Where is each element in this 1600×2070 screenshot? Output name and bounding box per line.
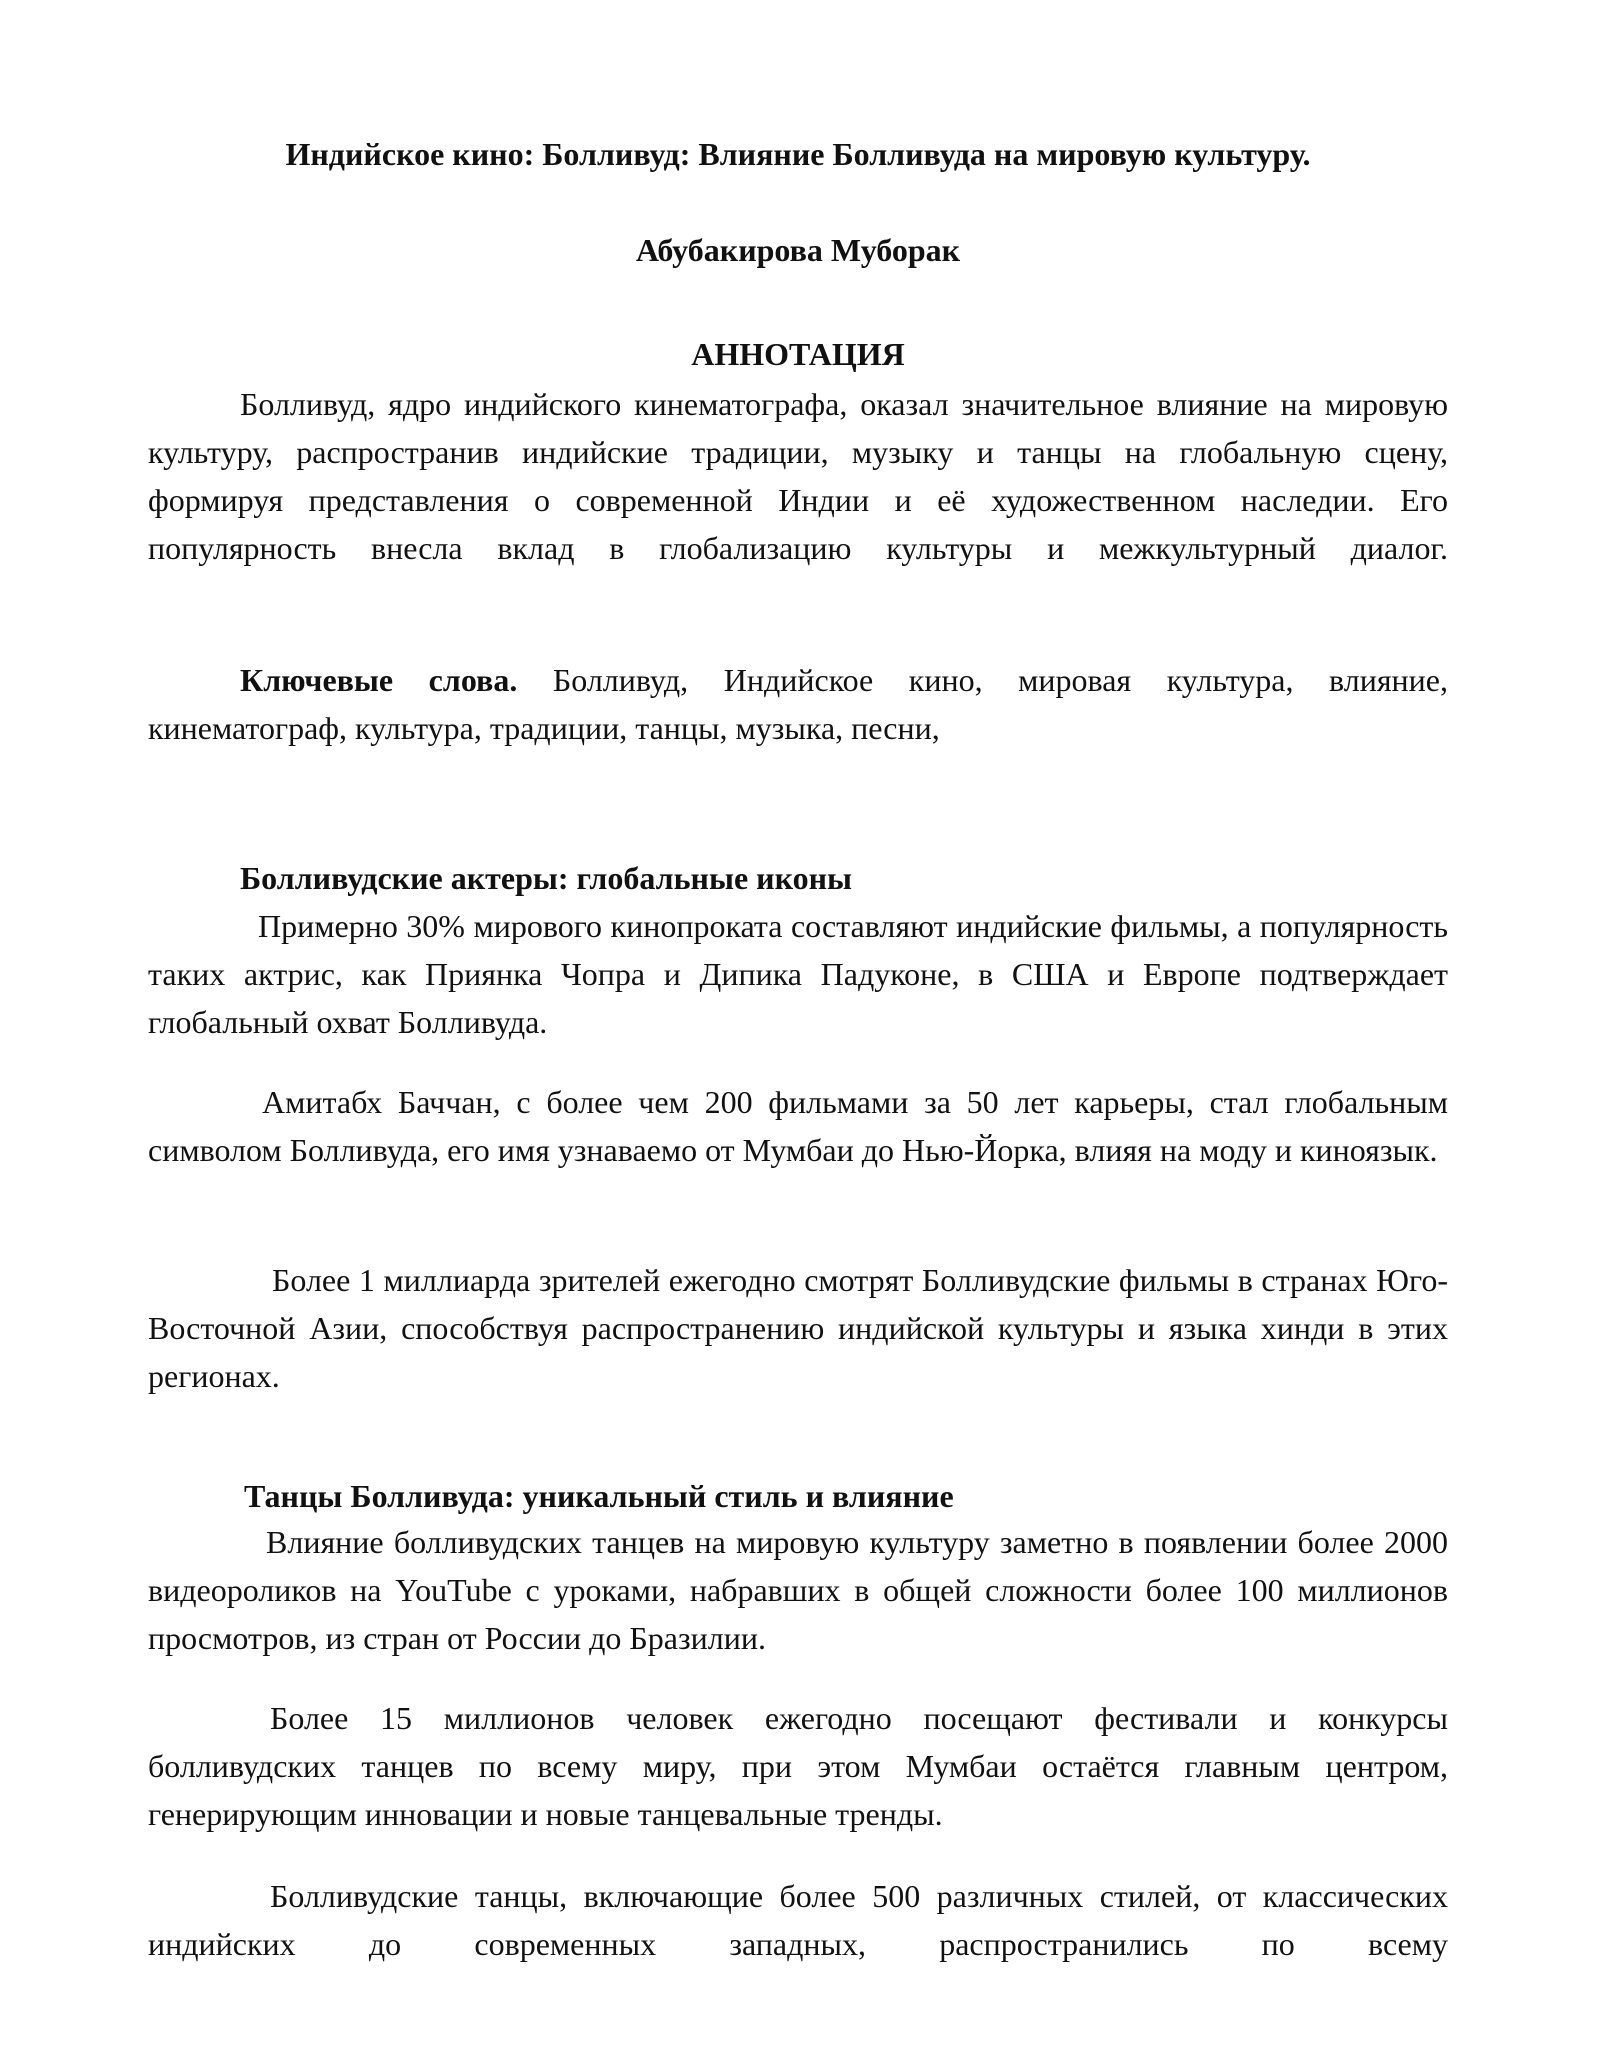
abstract-heading: АННОТАЦИЯ xyxy=(691,336,905,372)
actors-paragraph-2: Амитабх Баччан, с более чем 200 фильмами за 50 лет карьеры, стал глобальным символом Болливуда, его имя узнаваемо от Мумбаи до Нью-Йорка, влияя на моду и киноязык. xyxy=(148,1084,1448,1168)
section-heading-dance: Танцы Болливуда: уникальный стиль и влияние xyxy=(244,1478,954,1514)
author-name: Абубакирова Муборак xyxy=(635,232,961,268)
abstract-paragraph: Болливуд, ядро индийского кинематографа, оказал значительное влияние на мировую культуру, распространив индийские традиции, музыку и танцы на глобальную сцену, формируя представления о современной Индии и её художественном наследии. Его популярность внесла вклад в глобализацию культуры и межкультурный диалог. xyxy=(148,386,1448,566)
section-heading-actors: Болливудские актеры: глобальные иконы xyxy=(240,860,853,896)
document-title: Индийское кино: Болливуд: Влияние Болливуда на мировую культуру. xyxy=(285,136,1311,172)
actors-paragraph-3: Более 1 миллиарда зрителей ежегодно смотрят Болливудские фильмы в странах Юго-Восточной Азии, способствуя распространению индийской культуры и языка хинди в этих регионах. xyxy=(148,1262,1448,1394)
dance-paragraph-1: Влияние болливудских танцев на мировую культуру заметно в появлении более 2000 видеороликов на YouTube с уроками, набравших в общей сложности более 100 миллионов просмотров, из стран от России до Бразилии. xyxy=(148,1524,1448,1656)
dance-paragraph-2: Более 15 миллионов человек ежегодно посещают фестивали и конкурсы болливудских танцев по всему миру, при этом Мумбаи остаётся главным центром, генерирующим инновации и новые танцевальные тренды. xyxy=(148,1700,1448,1832)
keywords-text: Болливуд, Индийское кино, мировая культура, влияние, кинематограф, культура, традиции, танцы, музыка, песни, xyxy=(148,662,1448,746)
keywords-paragraph xyxy=(148,656,1448,752)
dance-paragraph-3: Болливудские танцы, включающие более 500 различных стилей, от классических индийских до современных западных, распространились по всему xyxy=(148,1878,1448,1962)
keywords-label: Ключевые слова. xyxy=(240,662,518,698)
actors-paragraph-1: Примерно 30% мирового кинопроката составляют индийские фильмы, а популярность таких актрис, как Приянка Чопра и Дипика Падуконе, в США и Европе подтверждает глобальный охват Болливуда. xyxy=(148,908,1448,1040)
